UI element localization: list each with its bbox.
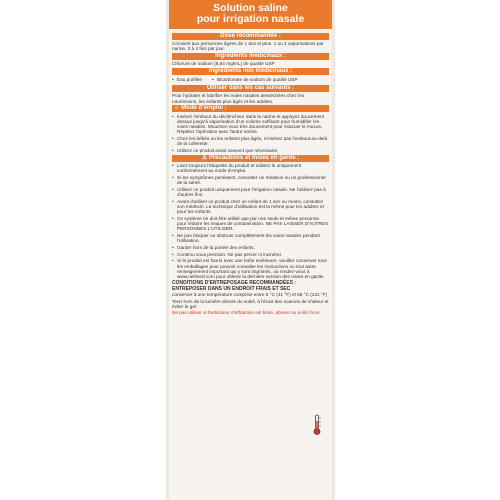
nonmedicinal-heading: Ingrédients non médicinaux : xyxy=(172,68,329,75)
storage-light: Tenir hors de la lumière directe du soleil, à l'écart des sources de chaleur et éviter le gel xyxy=(172,298,329,309)
list-item: • Utilisez ce produit aussi souvent que nécessaire. xyxy=(172,147,279,153)
bullet-icon: • xyxy=(212,76,214,82)
product-title xyxy=(167,0,334,29)
thermometer-icon xyxy=(312,414,322,436)
bullet-icon: • xyxy=(172,113,174,119)
list-item: • Ce système ne doit être utilisé que par une seule et même personne pour réduire les risques de contamination. NE PAS LAISSER D'AUTRES PERSONNES L'UTILISER. xyxy=(172,215,329,232)
dose-text: Convient aux personnes âgées de 1 ans et plus. 1 ou 2 vaporisations par narine, 2 à 4 fois par jour. xyxy=(172,41,324,52)
bullet-icon: • xyxy=(172,147,174,153)
warning-triangle-icon: ⚠ xyxy=(201,154,208,161)
bullet-icon: • xyxy=(172,175,174,181)
list-item: • Contenu sous pression. Ne pas percer ni incinérer. xyxy=(172,251,283,257)
medicinal-text: Chlorure de sodium (6,64 mg/mL) de qualité USP xyxy=(172,61,275,67)
bullet-icon: • xyxy=(172,136,174,142)
bullet-icon: • xyxy=(172,251,174,257)
warnings-heading: ⚠ Précautions et mises en garde : xyxy=(172,155,329,162)
list-item: • Avant d'utiliser ce produit chez un enfant de 1 ans ou moins, consultez son médecin. La technique d'utilisation est la même pour les adultes et pour les enfants. xyxy=(172,198,324,215)
list-item: • Insérez l'embout du déclencheur dans la narine et appuyez doucement dessus jusqu'à vaporisation d'un volume suffisant pour humidifier les voies nasales. Mouchez-vous très doucement pour évacuer le mucus. Répétez l'opération avec l'autre narine. xyxy=(172,113,325,135)
directions-heading: ☼ Mode d'emploi : xyxy=(172,105,329,112)
sun-icon: ☼ xyxy=(174,105,180,112)
title-line-1: Solution saline xyxy=(213,2,288,14)
storage-heading: CONDITIONS D'ENTREPOSAGE RECOMMANDÉES : ENTREPOSER DANS UN ENDROIT FRAIS ET SEC xyxy=(172,280,296,292)
tamper-warning: Ne pas utiliser si l'indicateur d'effraction est brisé, absent ou a été forcé. xyxy=(172,310,321,315)
title-line-2: pour irrigation nasale xyxy=(196,13,305,25)
list-item: • Eau purifiée xyxy=(172,76,203,82)
product-box-panel xyxy=(167,0,334,500)
bullet-icon: • xyxy=(172,233,174,239)
bullet-icon: • xyxy=(172,163,174,169)
storage-temperature: conserver à une température comprise entre 5 °C (41 °F) et 55 °C (131 °F) xyxy=(172,292,328,298)
list-item: • Utilisez ce produit uniquement pour l'irrigation nasale. Ne l'utilisez pas à d'autres fins. xyxy=(172,186,326,198)
bullet-icon: • xyxy=(172,76,174,82)
list-item: • Ne pas bloquer ou obstruer complètement les voies nasales pendant l'utilisation. xyxy=(172,233,320,244)
bullet-icon: • xyxy=(172,215,174,221)
nonmedicinal-list xyxy=(172,77,329,84)
medicinal-heading: Ingrédients médicinaux : xyxy=(172,53,329,60)
bullet-icon: • xyxy=(172,258,174,264)
directions-list xyxy=(172,114,329,153)
list-item: • Bicarbonate de sodium de qualité USP xyxy=(212,76,298,82)
list-item: • Si les symptômes persistent, consultez un médecin ou un professionnel de la santé. xyxy=(172,175,326,186)
bullet-icon: • xyxy=(172,244,174,250)
list-item: • Garder hors de la portée des enfants. xyxy=(172,244,255,250)
list-item: • Chez les bébés ou les enfants plus âgés, n'insérez pas l'embout au-delà de la collerette. xyxy=(172,136,328,147)
panel-right-edge xyxy=(332,0,334,500)
list-item: • Lisez toujours l'étiquette du produit et utilisez-le uniquement conformément au mode d'emploi. xyxy=(172,163,302,174)
uses-text: Pour hydrater et lubrifier les voies nasales desséchées chez les nourrissons, les enfants plus âgés et les adultes. xyxy=(172,93,305,104)
uses-heading: Utiliser dans les cas suivants : xyxy=(172,85,329,92)
warnings-list xyxy=(172,163,329,279)
panel-left-edge xyxy=(167,0,169,500)
dose-heading: Dose recommandée : xyxy=(172,33,329,40)
list-item: • Si le produit est fourni avec une boîte extérieure, veuillez conserver tous les emballages pour pouvoir consulter les instructions ou tout autre renseignement important qui y sont imprimés, ou rendez-vous à www.neilmed.com pour obtenir la dernière version des mises en garde. xyxy=(172,258,327,279)
bullet-icon: • xyxy=(172,186,174,192)
label-content xyxy=(167,29,334,315)
bullet-icon: • xyxy=(172,198,174,204)
